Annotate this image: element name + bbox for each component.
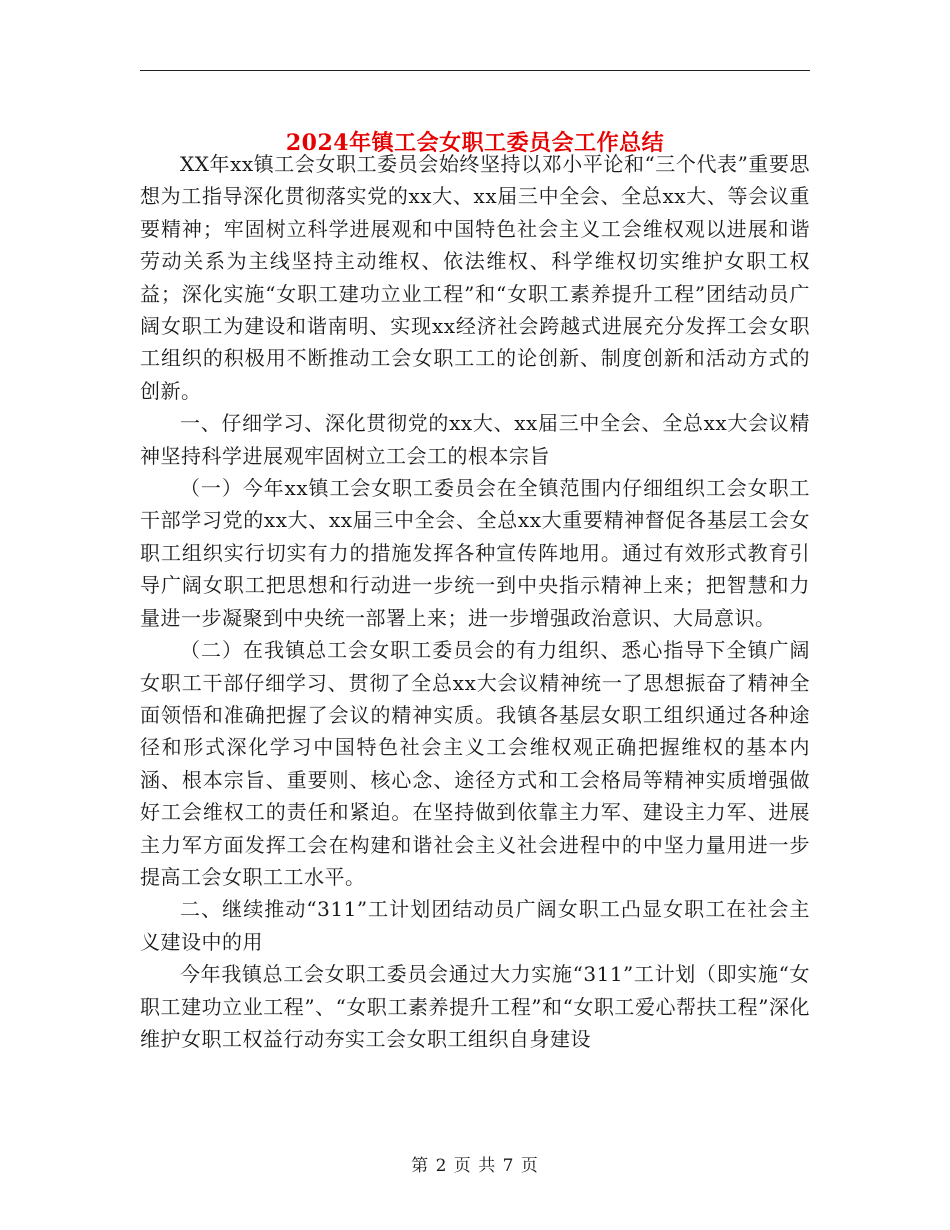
paragraph-intro: XX年xx镇工会女职工委员会始终坚持以邓小平论和“三个代表”重要思想为工指导深化贯彻落实党的xx大、xx届三中全会、全总xx大、等会议重要精神；牢固树立科学进展观和中国特色社会主义工会维权观以进展和谐劳动关系为主线坚持主动维权、依法维权、科学维权切实维护女职工权益；深化实施“女职工建功立业工程”和“女职工素养提升工程”团结动员广阔女职工为建设和谐南明、实现xx经济社会跨越式进展充分发挥工会女职工组织的积极用不断推动工会女职工工的论创新、制度创新和活动方式的创新。 [140,152,810,403]
header-rule [140,70,810,71]
paragraph-1-1: （一）今年xx镇工会女职工委员会在全镇范围内仔细组织工会女职工干部学习党的xx大、xx届三中全会、全总xx大重要精神督促各基层工会女职工组织实行切实有力的措施发挥各种宣传阵地用。通过有效形式教育引导广阔女职工把思想和行动进一步统一到中央指示精神上来；把智慧和力量进一步凝聚到中央统一部署上来；进一步增强政治意识、大局意识。 [140,476,810,630]
heading-section-1: 一、仔细学习、深化贯彻党的xx大、xx届三中全会、全总xx大会议精神坚持科学进展观牢固树立工会工的根本宗旨 [140,411,810,468]
document-body [140,148,810,1055]
page-number: 第 2 页 共 7 页 [411,1156,539,1176]
document-title: 2024年镇工会女职工委员会工作总结 [285,129,665,156]
paragraph-1-2: （二）在我镇总工会女职工委员会的有力组织、悉心指导下全镇广阔女职工干部仔细学习、贯彻了全总xx大会议精神统一了思想振奋了精神全面领悟和准确把握了会议的精神实质。我镇各基层女职工组织通过各种途径和形式深化学习中国特色社会主义工会维权观正确把握维权的基本内涵、根本宗旨、重要则、核心念、途径方式和工会格局等精神实质增强做好工会维权工的责任和紧迫。在坚持做到依靠主力军、建设主力军、进展主力军方面发挥工会在构建和谐社会主义社会进程中的中坚力量用进一步提高工会女职工工水平。 [140,638,810,889]
paragraph-2-1: 今年我镇总工会女职工委员会通过大力实施“311”工计划（即实施“女职工建功立业工程”、“女职工素养提升工程”和“女职工爱心帮扶工程”深化维护女职工权益行动夯实工会女职工组织自身建设 [140,962,810,1051]
heading-section-2: 二、继续推动“311”工计划团结动员广阔女职工凸显女职工在社会主义建设中的用 [140,897,810,954]
